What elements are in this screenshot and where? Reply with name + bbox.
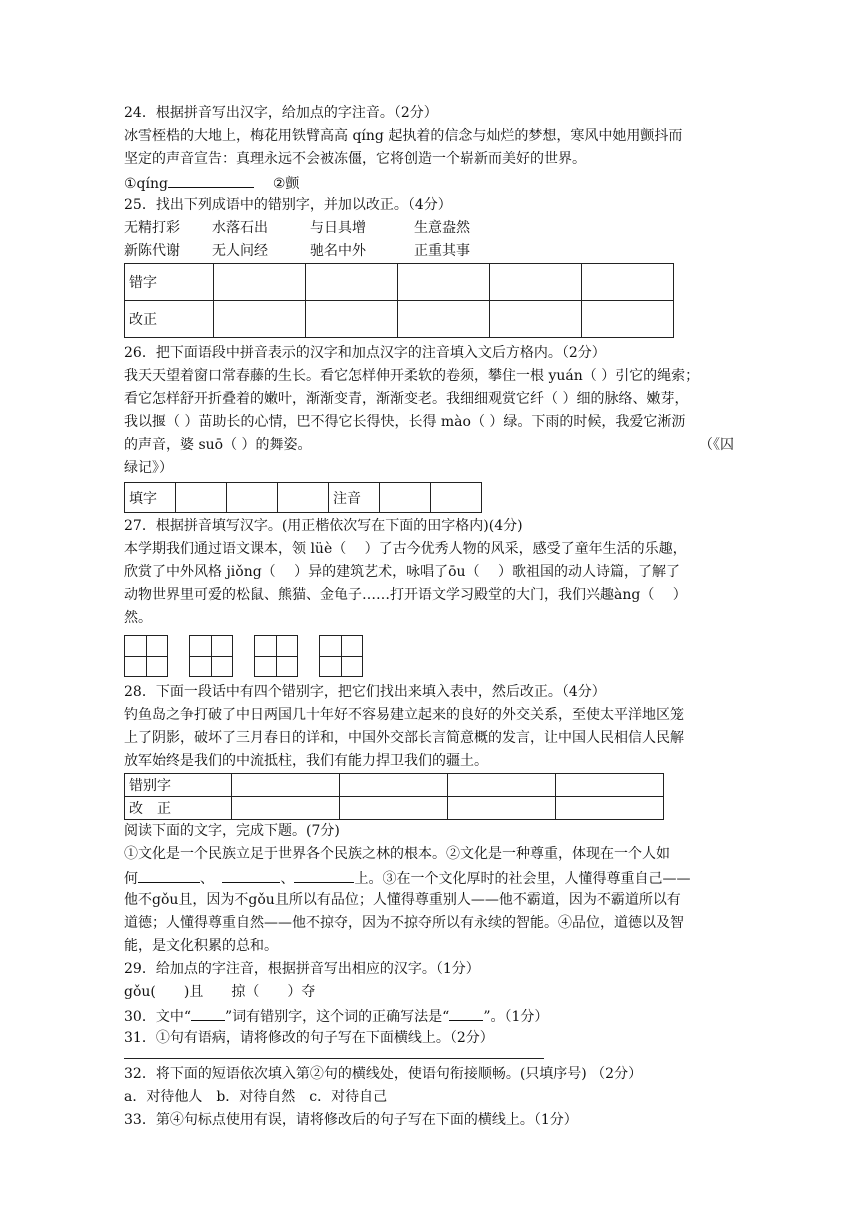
reading-line-2	[124, 866, 734, 889]
tianzi-box[interactable]	[124, 635, 168, 677]
idiom: 水落石出	[212, 220, 268, 236]
q27-title: 27．根据拼音填写汉字。(用正楷依次写在下面的田字格内)(4分)	[124, 518, 523, 534]
q28-passage-line-1: 钓鱼岛之争打破了中日两国几十年好不容易建立起来的良好的外交关系，至使太平洋地区笼	[124, 707, 684, 723]
q24-passage-line-1: 冰雪桎梏的大地上，梅花用铁臂高高 qíng 起执着的信念与灿烂的梦想，寒风中她用颤抖而	[124, 128, 683, 144]
q24-answer-1-blank[interactable]	[168, 171, 254, 188]
table-row	[125, 797, 664, 820]
q24-answer-1-label: ①qíng	[124, 176, 168, 192]
q32-title: 32．将下面的短语依次填入第②句的横线处，使语句衔接顺畅。(只填序号) （2分）	[124, 1066, 643, 1082]
q24-answer-2-label: ②颤	[272, 176, 300, 192]
idiom: 无人问经	[212, 243, 268, 259]
table-row	[125, 774, 664, 797]
q28-passage-line-3: 放军始终是我们的中流抵柱，我们有能力捍卫我们的疆土。	[124, 753, 488, 769]
q27-passage-line-2: 欣赏了中外风格 jiǒng（ ）异的建筑艺术，咏唱了ōu（ ）歌祖国的动人诗篇，了解了	[124, 564, 681, 580]
answer-cell[interactable]	[227, 483, 278, 513]
reading-line-5: 能，是文化积累的总和。	[124, 938, 278, 954]
q28-answer-table	[124, 773, 664, 820]
q28-row-label-wrong: 错别字	[125, 774, 232, 797]
q29-answer-line: gǒu( )且 掠（ ）夺	[124, 984, 316, 1000]
q26-pinyin-label: 注音	[329, 483, 380, 513]
reading-line-4: 道德；人懂得尊重自然——他不掠夺，因为不掠夺所以有永续的智能。④品位，道德以及智	[124, 915, 684, 931]
q27-passage-line-1: 本学期我们通过语文课本，领 lüè（ ）了古今优秀人物的风采，感受了童年生活的乐趣，	[124, 541, 687, 557]
answer-cell[interactable]	[398, 301, 490, 338]
reading-line-1: ①文化是一个民族立足于世界各个民族之林的根本。②文化是一种尊重，体现在一个人如	[124, 846, 670, 862]
q26-source-start: （《囚	[699, 437, 734, 453]
q28-title: 28．下面一段话中有四个错别字，把它们找出来填入表中，然后改正。（4分）	[124, 684, 606, 700]
answer-cell[interactable]	[448, 797, 556, 820]
q24-title: 24．根据拼音写出汉字，给加点的字注音。（2分）	[124, 105, 438, 121]
idiom: 驰名中外	[310, 243, 366, 259]
q30-text: 30．文中“	[124, 1009, 191, 1025]
answer-cell[interactable]	[556, 797, 664, 820]
reading-blank-3[interactable]	[294, 866, 354, 883]
reading-text: 、	[280, 871, 295, 887]
idiom: 生意盎然	[414, 220, 470, 236]
answer-cell[interactable]	[380, 483, 431, 513]
answer-cell[interactable]	[232, 797, 340, 820]
q26-passage-line-1: 我天天望着窗口常春藤的生长。看它怎样伸开柔软的卷须，攀住一根 yuán（ ）引它的绳索；	[124, 368, 700, 384]
answer-cell[interactable]	[176, 483, 227, 513]
q25-idioms-row-2	[124, 240, 734, 263]
tianzi-box[interactable]	[254, 635, 298, 677]
q28-passage-line-2: 上了阴影，破坏了三月春日的详和，中国外交部长言简意概的发言，让中国人民相信人民解	[124, 730, 684, 746]
q27-passage-line-4: 然。	[124, 610, 152, 626]
answer-cell[interactable]	[214, 301, 306, 338]
idiom: 与日具增	[310, 220, 366, 236]
idiom: 新陈代谢	[124, 243, 180, 259]
table-row	[125, 483, 482, 513]
answer-cell[interactable]	[340, 774, 448, 797]
q26-fill-label: 填字	[125, 483, 176, 513]
exam-page	[124, 102, 734, 1132]
q30-text: ”词有错别字，这个词的正确写法是“	[224, 1009, 450, 1025]
q27-passage-line-3: 动物世界里可爱的松鼠、熊猫、金龟子……打开语文学习殿堂的大门，我们兴趣àng（ ）	[124, 587, 687, 603]
answer-cell[interactable]	[278, 483, 329, 513]
q30-text: ”。（1分）	[483, 1009, 549, 1025]
answer-cell[interactable]	[582, 301, 674, 338]
table-row	[125, 264, 674, 301]
answer-cell[interactable]	[306, 264, 398, 301]
q28-row-label-correct: 改 正	[125, 797, 232, 820]
q24-answer-line	[124, 171, 734, 194]
answer-cell[interactable]	[232, 774, 340, 797]
answer-cell[interactable]	[556, 774, 664, 797]
q25-answer-table	[124, 263, 674, 338]
q24-passage-line-2: 坚定的声音宣告：真理永远不会被冻僵，它将创造一个崭新而美好的世界。	[124, 151, 586, 167]
q26-passage-line-4	[124, 434, 734, 457]
answer-cell[interactable]	[398, 264, 490, 301]
answer-cell[interactable]	[582, 264, 674, 301]
reading-line-3: 他不gǒu且，因为不gǒu且所以有品位；人懂得尊重别人——他不霸道，因为不霸道所以有	[124, 892, 681, 908]
q26-answer-table	[124, 482, 482, 513]
reading-blank-2[interactable]	[222, 866, 280, 883]
q26-passage-line-3: 我以揠（ ）苗助长的心情，巴不得它长得快，长得 mào（ ）绿。下雨的时候，我爱它淅沥	[124, 414, 686, 430]
answer-cell[interactable]	[490, 301, 582, 338]
q26-passage-line-2: 看它怎样舒开折叠着的嫩叶，渐渐变青，渐渐变老。我细细观赏它纤（ ）细的脉络、嫩芽，	[124, 391, 689, 407]
q26-title: 26．把下面语段中拼音表示的汉字和加点汉字的注音填入文后方格内。（2分）	[124, 345, 606, 361]
reading-blank-1[interactable]	[138, 866, 200, 883]
tianzi-box[interactable]	[189, 635, 233, 677]
q32-options: a．对待他人 b．对待自然 c．对待自己	[124, 1089, 388, 1105]
idiom: 正重其事	[414, 243, 470, 259]
q26-passage-text-4: 的声音，婆 suō（ ）的舞姿。	[124, 437, 312, 453]
reading-text: 何	[124, 871, 138, 887]
reading-intro: 阅读下面的文字，完成下题。(7分)	[124, 823, 340, 839]
q30-blank-1[interactable]	[191, 1004, 225, 1021]
q27-tianzi-grid	[124, 635, 734, 677]
table-row	[125, 301, 674, 338]
answer-cell[interactable]	[340, 797, 448, 820]
q30-line	[124, 1004, 734, 1027]
answer-cell[interactable]	[431, 483, 482, 513]
q25-row-label-wrong: 错字	[125, 264, 214, 301]
idiom: 无精打彩	[124, 220, 180, 236]
answer-cell[interactable]	[448, 774, 556, 797]
q30-blank-2[interactable]	[449, 1004, 483, 1021]
reading-text: 上。③在一个文化厚时的社会里，人懂得尊重自己——	[354, 871, 691, 887]
q31-title: 31．①句有语病，请将修改的句子写在下面横线上。（2分）	[124, 1030, 494, 1046]
answer-cell[interactable]	[490, 264, 582, 301]
q26-source-end: 绿记》）	[124, 460, 173, 476]
q25-row-label-correct: 改正	[125, 301, 214, 338]
q29-title: 29．给加点的字注音，根据拼音写出相应的汉字。（1分）	[124, 961, 480, 977]
q25-idioms-row-1	[124, 217, 734, 240]
answer-cell[interactable]	[214, 264, 306, 301]
q31-answer-line[interactable]	[124, 1050, 544, 1059]
q25-title: 25．找出下列成语中的错别字，并加以改正。（4分）	[124, 197, 452, 213]
answer-cell[interactable]	[306, 301, 398, 338]
q33-title: 33．第④句标点使用有误，请将修改后的句子写在下面的横线上。（1分）	[124, 1112, 578, 1128]
tianzi-box[interactable]	[319, 635, 363, 677]
reading-text: 、	[200, 871, 214, 887]
